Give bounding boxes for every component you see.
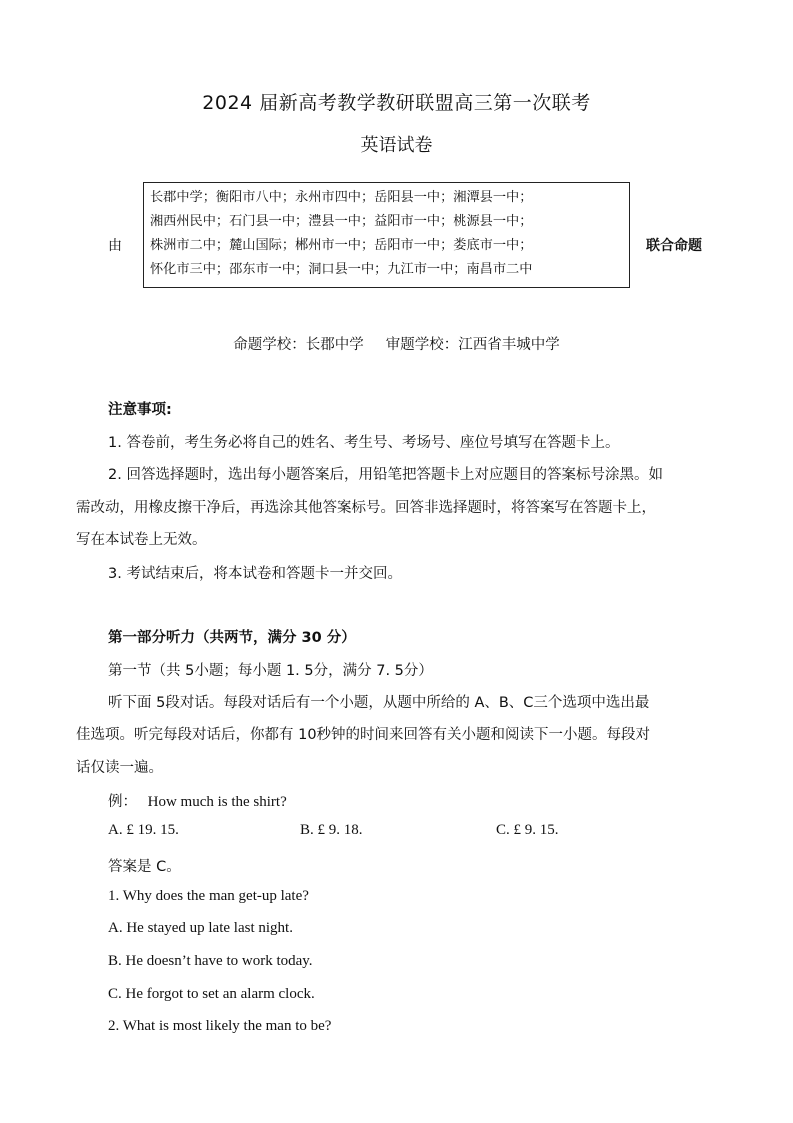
proposer-school: 命题学校：长郡中学 — [233, 337, 364, 353]
authors-prefix: 由 — [108, 238, 122, 254]
instructions-line: 听下面 5段对话。每段对话后有一个小题，从题中所给的 A、B、C三个选项中选出最 — [108, 695, 650, 711]
schools-line: 怀化市三中；邵东市一中；洞口县一中；九江市一中；南昌市二中 — [150, 262, 533, 277]
section1-heading: 第一节（共 5小题；每小题 1. 5分，满分 7. 5分） — [108, 663, 433, 679]
notice-item-1: 1. 答卷前，考生务必将自己的姓名、考生号、考场号、座位号填写在答题卡上。 — [108, 435, 620, 451]
example-option-c: C. £ 9. 15. — [496, 822, 559, 838]
proposer-line — [0, 333, 793, 354]
question-1-option-b: B. He doesn’t have to work today. — [108, 953, 313, 969]
reviewer-school: 审题学校：江西省丰城中学 — [385, 337, 560, 353]
example-question: How much is the shirt? — [147, 794, 287, 810]
notice-heading: 注意事项: — [108, 402, 172, 418]
notice-item-3: 3. 考试结束后，将本试卷和答题卡一并交回。 — [108, 566, 402, 582]
instructions-line: 话仅读一遍。 — [76, 760, 163, 776]
schools-line: 株洲市二中；麓山国际；郴州市一中；岳阳市一中；娄底市一中； — [150, 238, 533, 253]
schools-line: 长郡中学；衡阳市八中；永州市四中；岳阳县一中；湘潭县一中； — [150, 190, 533, 205]
example-option-a: A. £ 19. 15. — [108, 822, 179, 838]
exam-title: 2024 届新高考教学教研联盟高三第一次联考 — [202, 92, 591, 114]
question-1-option-c: C. He forgot to set an alarm clock. — [108, 986, 315, 1002]
schools-line: 湘西州民中；石门县一中；澧县一中；益阳市一中；桃源县一中； — [150, 214, 533, 229]
example-answer: 答案是 C。 — [108, 859, 181, 875]
exam-subtitle: 英语试卷 — [360, 135, 433, 156]
notice-item-2: 2. 回答选择题时，选出每小题答案后，用铅笔把答题卡上对应题目的答案标号涂黑。如 — [108, 467, 663, 483]
instructions-line: 佳选项。听完每段对话后，你都有 10秒钟的时间来回答有关小题和阅读下一小题。每段对 — [76, 727, 651, 743]
example-line — [108, 790, 287, 811]
example-label: 例： — [108, 794, 137, 810]
schools-box — [143, 182, 630, 288]
example-option-b: B. £ 9. 18. — [300, 822, 363, 838]
notice-item-2-cont: 需改动，用橡皮擦干净后，再选涂其他答案标号。回答非选择题时，将答案写在答题卡上， — [76, 500, 656, 516]
question-1: 1. Why does the man get-up late? — [108, 888, 309, 904]
part1-heading: 第一部分听力（共两节，满分 30 分） — [108, 630, 356, 646]
notice-item-2-cont: 写在本试卷上无效。 — [76, 532, 207, 548]
joint-proposition-label: 联合命题 — [646, 238, 702, 254]
question-1-option-a: A. He stayed up late last night. — [108, 920, 293, 936]
question-2: 2. What is most likely the man to be? — [108, 1018, 332, 1034]
